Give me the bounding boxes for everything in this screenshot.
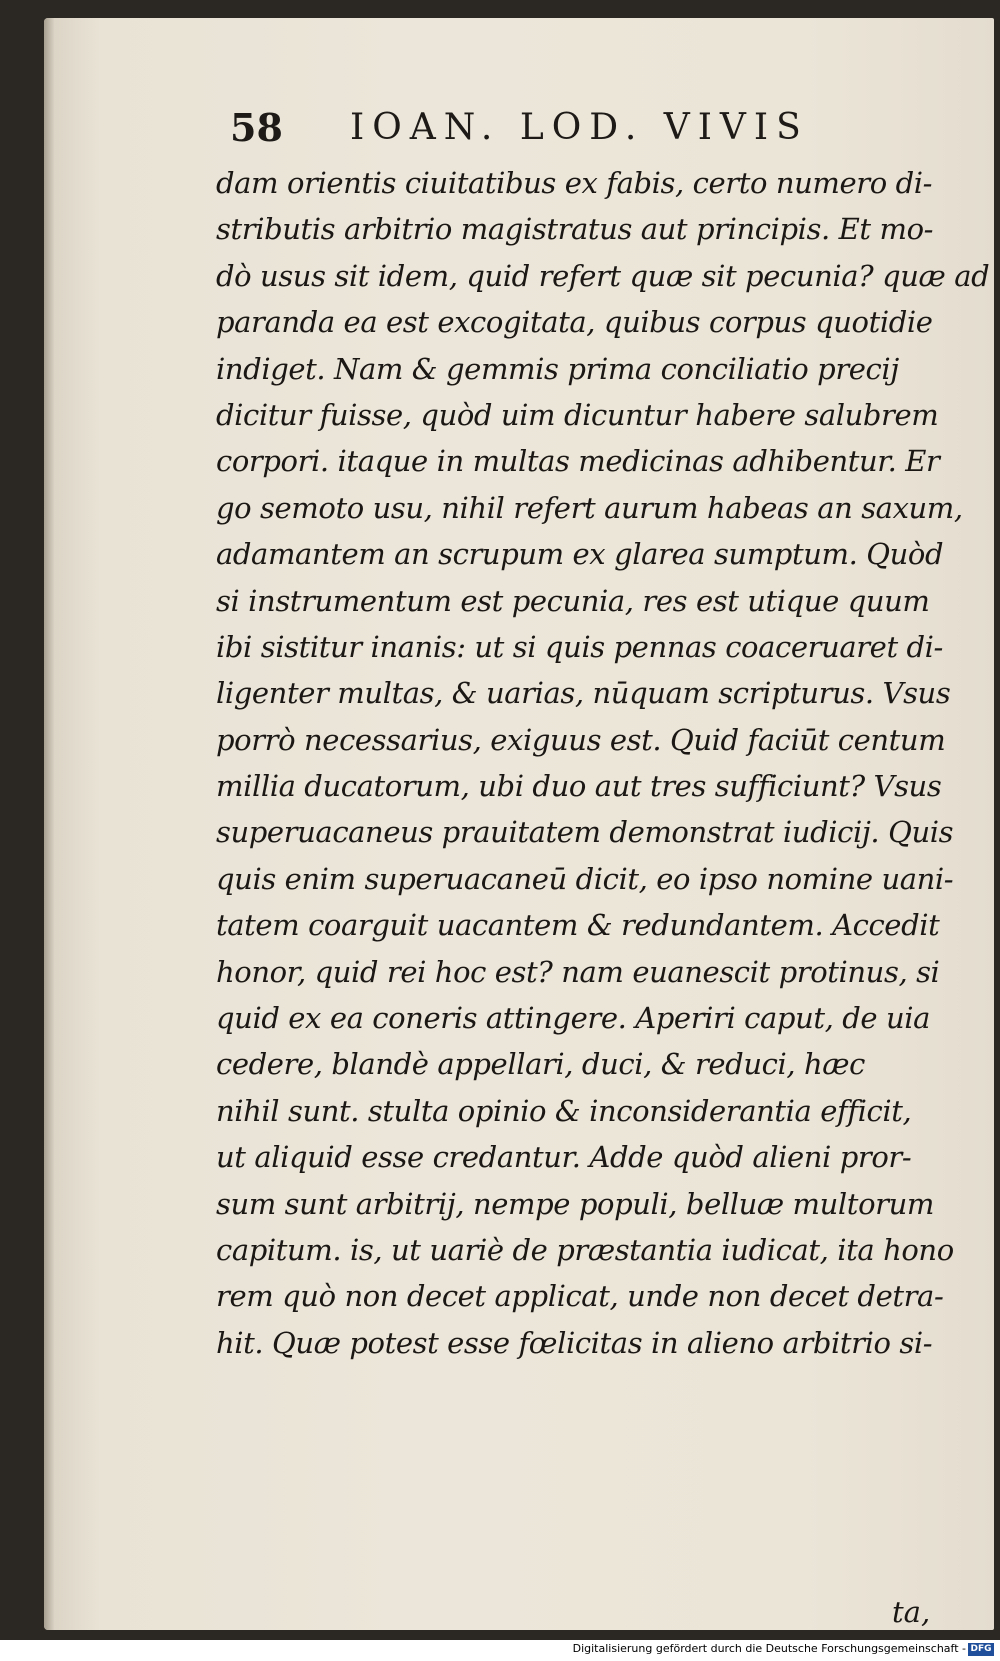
text-line: ut aliquid esse credantur. Adde quòd alieni pror- [216,1140,912,1175]
text-line: dam orientis ciuitatibus ex fabis, certo numero di- [216,166,933,200]
text-line: cedere, blandè appellari, duci, & reduci, hæc [216,1047,865,1082]
text-line: tatem coarguit uacantem & redundantem. Accedit [216,908,940,943]
text-line: si instrumentum est pecunia, res est utique quum [216,583,930,618]
text-line: ibi sistitur inanis: ut si quis pennas coaceruaret di- [216,629,943,664]
text-line: quis enim superuacaneū dicit, eo ipso nomine uani- [216,861,954,896]
text-line: corpori. itaque in multas medicinas adhibentur. Er [216,444,940,479]
text-line: dò usus sit idem, quid refert quæ sit pecunia? quæ ad [216,258,990,293]
text-line: sum sunt arbitrij, nempe populi, belluæ multorum [216,1186,934,1221]
text-line: dicitur fuisse, quòd uim dicuntur habere salubrem [216,397,939,432]
text-line: capitum. is, ut uariè de præstantia iudicat, ita hono [216,1232,954,1267]
running-title: IOAN. LOD. VIVIS [350,107,809,148]
text-line: go semoto usu, nihil refert aurum habeas an saxum, [216,490,963,525]
dfg-logo-icon: DFG [968,1643,994,1656]
page-gutter-edge [44,18,54,1630]
catchword: ta, [892,1595,931,1629]
footer-credit: Digitalisierung gefördert durch die Deutsche Forschungsgemeinschaft - [572,1642,966,1655]
page-header [230,105,950,155]
text-line: adamantem an scrupum ex glarea sumptum. Quòd [216,537,944,572]
text-line: honor, quid rei hoc est? nam euanescit protinus, si [216,954,940,989]
text-line: rem quò non decet applicat, unde non decet detra- [216,1279,944,1314]
body-text [216,160,990,1366]
text-line: nihil sunt. stulta opinio & inconsiderantia efficit, [216,1093,912,1128]
text-line: indiget. Nam & gemmis prima conciliatio precij [216,351,899,386]
text-line: paranda ea est excogitata, quibus corpus quotidie [216,305,933,340]
text-line: superuacaneus prauitatem demonstrat iudicij. Quis [216,815,954,850]
text-line: ligenter multas, & uarias, nūquam scripturus. Vsus [216,676,951,711]
text-line: quid ex ea coneris attingere. Aperiri caput, de uia [216,1001,931,1036]
page-number: 58 [230,105,283,150]
text-line: stributis arbitrio magistratus aut principis. Et mo- [216,212,934,247]
text-line: millia ducatorum, ubi duo aut tres sufficiunt? Vsus [216,769,942,804]
footer-bar [0,1640,1000,1661]
text-line: hit. Quæ potest esse fœlicitas in alieno arbitrio si- [216,1325,933,1360]
text-line: porrò necessarius, exiguus est. Quid faciūt centum [216,722,946,757]
